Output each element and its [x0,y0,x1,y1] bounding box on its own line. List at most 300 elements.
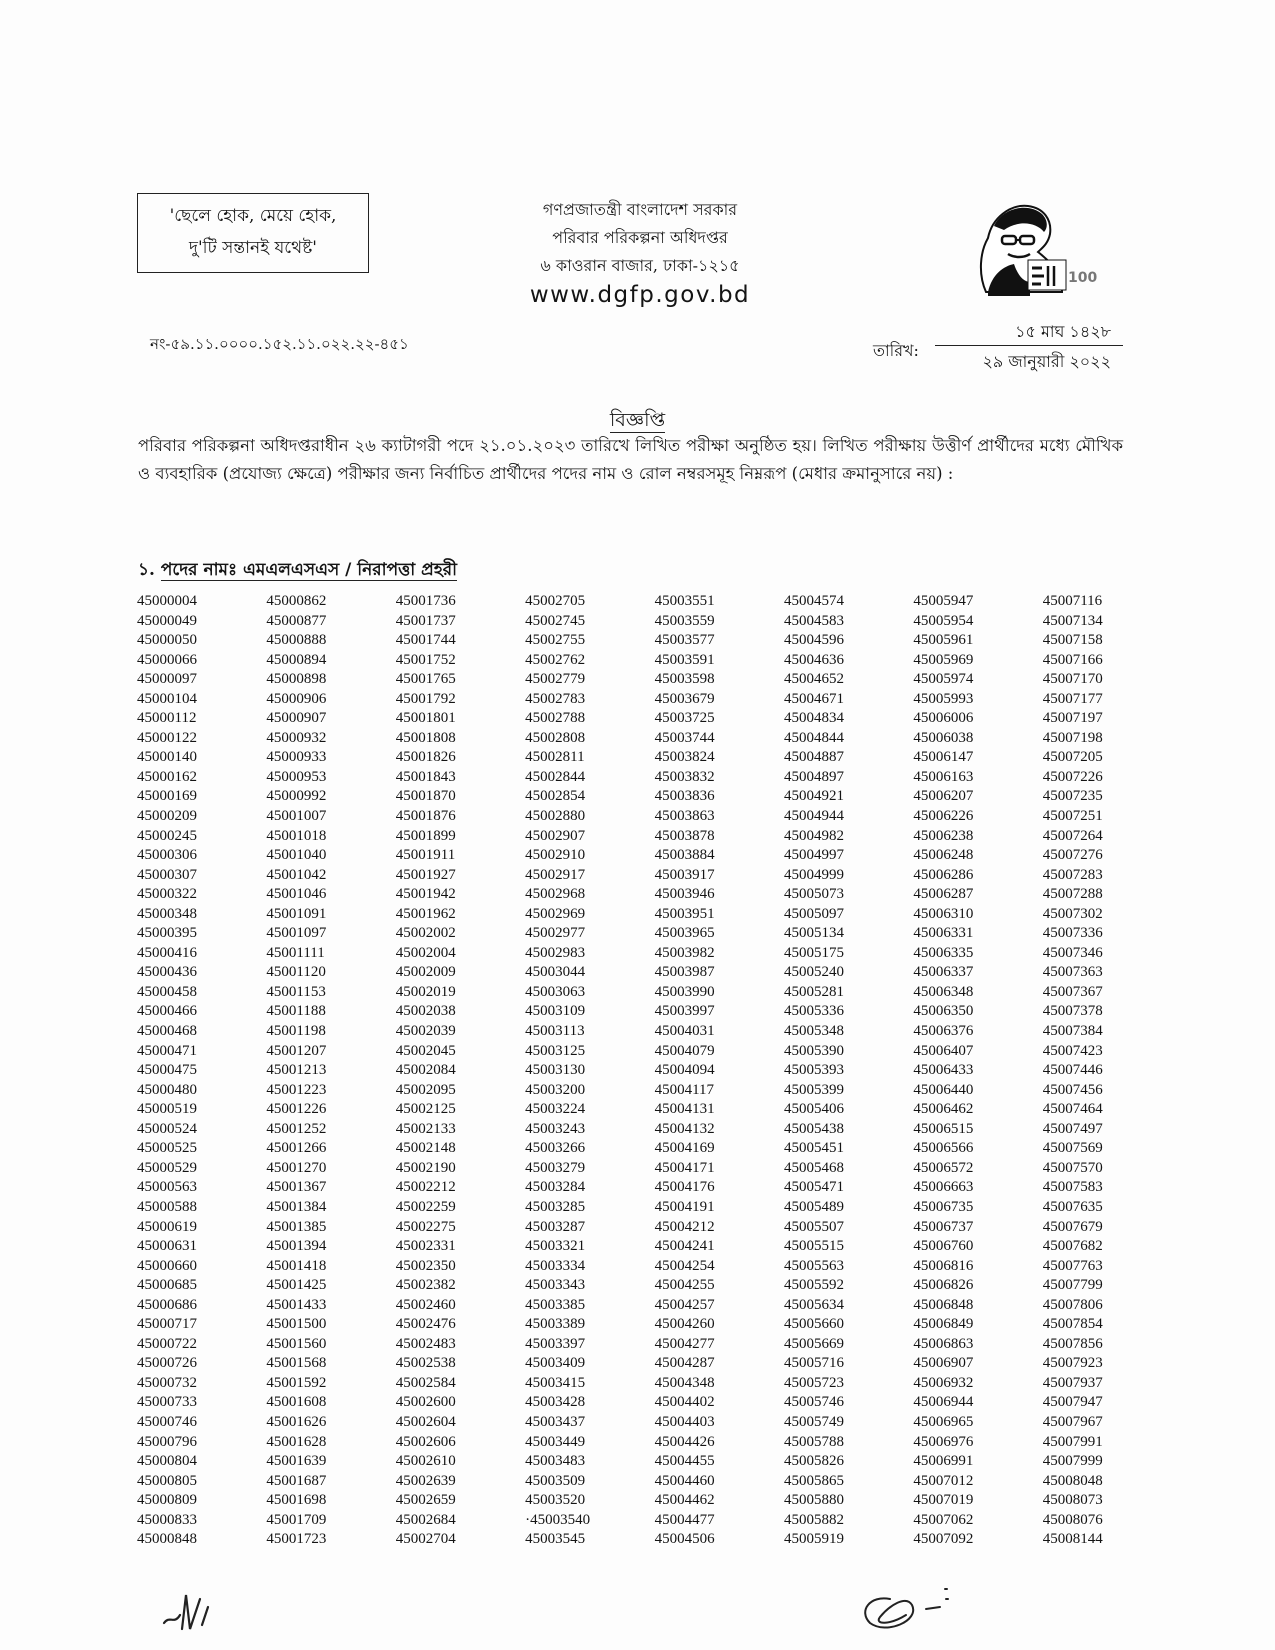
roll-number: 45000733 [137,1394,197,1411]
slogan-line-2: দু'টি সন্তানই যথেষ্ট' [189,238,317,258]
roll-number: 45001608 [266,1394,327,1411]
roll-number: 45002783 [525,690,586,707]
roll-number-grid [137,592,1172,1550]
roll-number: 45005515 [783,1238,844,1255]
roll-number: 45005947 [913,593,974,609]
roll-number: 45005240 [783,964,844,981]
roll-number: 45002977 [525,925,586,942]
roll-number: 45004287 [654,1355,715,1372]
roll-number: 45007363 [1042,964,1103,981]
roll-number: 45007682 [1042,1238,1103,1255]
roll-number: 45001792 [395,690,456,707]
roll-number: 45000458 [137,983,197,1000]
roll-number: 45005954 [913,612,974,629]
roll-number: 45000049 [137,612,197,629]
roll-number: 45000809 [137,1492,197,1509]
roll-number: 45007288 [1042,886,1103,903]
roll-number: 45007367 [1042,983,1103,1000]
date-label: তারিখ: [873,341,919,360]
roll-number: 45005471 [783,1179,844,1196]
roll-number: 45005746 [783,1394,844,1411]
roll-number: 45001153 [266,983,326,1000]
roll-number: 45005468 [783,1159,844,1176]
roll-number: 45007062 [913,1511,974,1528]
roll-number: 45000004 [137,593,197,609]
roll-number: 45000122 [137,729,197,746]
roll-number: 45000877 [266,612,327,629]
roll-number: 45000140 [137,749,197,766]
roll-number: 45000894 [266,651,327,668]
roll-number: 45001927 [395,866,456,883]
roll-number: 45003321 [525,1238,586,1255]
roll-number: 45001046 [266,886,327,903]
roll-number: 45000563 [137,1179,197,1196]
roll-number: 45002382 [395,1277,456,1294]
roll-number: 45006433 [913,1062,974,1079]
roll-number: 45004176 [654,1179,715,1196]
roll-number: 45003990 [654,983,715,1000]
roll-number: 45003287 [525,1218,586,1235]
roll-number: 45002460 [395,1296,456,1313]
roll-number: 45002212 [395,1179,456,1196]
roll-number: 45001752 [395,651,456,668]
roll-number: 45006663 [913,1179,974,1196]
roll-number: 45002907 [525,827,586,844]
roll-number: 45004462 [654,1492,715,1509]
roll-number: 45001120 [266,964,326,981]
roll-number: 45001385 [266,1218,327,1235]
roll-number: 45002476 [395,1316,456,1333]
roll-number: 45004999 [783,866,844,883]
roll-number: 45003832 [654,768,715,785]
roll-number: 45003884 [654,847,715,864]
department-name: পরিবার পরিকল্পনা অধিদপ্তর [552,228,728,247]
roll-number: 45002969 [525,905,586,922]
roll-number: 45006310 [913,905,974,922]
roll-number: 45002019 [395,983,456,1000]
roll-number: 45001213 [266,1062,327,1079]
roll-number: 45002002 [395,925,456,942]
roll-number: 45000519 [137,1101,197,1118]
roll-number: 45007635 [1042,1198,1103,1215]
roll-number: 45004241 [654,1238,715,1255]
roll-number: 45001433 [266,1296,327,1313]
roll-number: ·45003540 [525,1511,591,1528]
roll-number: 45001843 [395,768,456,785]
roll-number: 45006226 [913,808,974,825]
roll-number: 45000732 [137,1374,197,1391]
roll-number: 45008073 [1042,1492,1103,1509]
roll-number: 45007198 [1042,729,1103,746]
roll-number: 45006826 [913,1277,974,1294]
roll-number: 45003130 [525,1062,586,1079]
roll-number: 45000169 [137,788,197,805]
roll-number: 45001418 [266,1257,327,1274]
roll-number: 45004254 [654,1257,715,1274]
roll-number: 45006337 [913,964,974,981]
roll-number: 45001097 [266,925,327,942]
roll-number: 45006331 [913,925,974,942]
roll-number: 45004277 [654,1335,715,1352]
roll-number: 45000906 [266,690,327,707]
roll-number: 45006238 [913,827,974,844]
roll-number: 45001736 [395,593,456,609]
roll-number: 45005993 [913,690,974,707]
roll-number: 45005563 [783,1257,844,1274]
roll-number: 45007177 [1042,690,1103,707]
roll-number: 45007264 [1042,827,1103,844]
roll-number: 45000050 [137,632,197,649]
roll-number: 45004897 [783,768,844,785]
roll-number: 45002705 [525,593,586,609]
roll-number: 45000619 [137,1218,197,1235]
roll-number: 45003982 [654,944,715,961]
roll-number: 45004671 [783,690,844,707]
roll-number: 45006515 [913,1120,974,1137]
roll-number: 45000588 [137,1198,197,1215]
roll-number: 45003559 [654,612,715,629]
roll-number: 45007346 [1042,944,1103,961]
roll-number: 45000066 [137,651,197,668]
roll-number: 45000466 [137,1003,197,1020]
roll-number: 45006207 [913,788,974,805]
roll-number: 45004403 [654,1413,715,1430]
roll-number: 45001223 [266,1081,327,1098]
roll-number: 45007569 [1042,1140,1103,1157]
roll-number: 45004583 [783,612,844,629]
roll-number: 45006816 [913,1257,974,1274]
roll-number: 45006572 [913,1159,974,1176]
roll-number: 45004169 [654,1140,715,1157]
roll-number: 45000717 [137,1316,197,1333]
roll-number: 45000888 [266,632,327,649]
signature-right [850,1565,970,1635]
roll-number: 45007170 [1042,671,1103,688]
roll-number: 45002610 [395,1453,456,1470]
roll-number: 45003243 [525,1120,586,1137]
post-name: পদের নামঃ এমএলএসএস / নিরাপত্তা প্রহরী [160,560,457,580]
roll-number: 45006248 [913,847,974,864]
roll-number: 45002004 [395,944,456,961]
roll-number: 45005882 [783,1511,844,1528]
roll-number: 45007378 [1042,1003,1103,1020]
roll-number: 45006944 [913,1394,974,1411]
roll-number: 45002190 [395,1159,456,1176]
roll-number: 45004260 [654,1316,715,1333]
roll-number: 45001042 [266,866,327,883]
roll-number: 45006462 [913,1101,974,1118]
roll-number: 45005348 [783,1023,844,1040]
website-url: www.dgfp.gov.bd [529,282,751,308]
roll-number: 45002788 [525,710,586,727]
roll-number: 45007799 [1042,1277,1103,1294]
roll-number: 45005281 [783,983,844,1000]
roll-number: 45000953 [266,768,327,785]
roll-number: 45006163 [913,768,974,785]
roll-number: 45006006 [913,710,974,727]
roll-number: 45002604 [395,1413,456,1430]
roll-number: 45007158 [1042,632,1103,649]
roll-number: 45002745 [525,612,586,629]
roll-number: 45004191 [654,1198,715,1215]
roll-number: 45002125 [395,1101,456,1118]
date-gregorian: ২৯ জানুয়ারী ২০২২ [982,352,1111,371]
roll-number: 45003437 [525,1413,586,1430]
roll-number: 45002844 [525,768,586,785]
roll-number: 45006335 [913,944,974,961]
roll-number: 45001687 [266,1472,327,1489]
roll-number: 45005406 [783,1101,844,1118]
roll-number: 45003863 [654,808,715,825]
roll-number: 45000862 [266,593,327,609]
roll-number: 45001808 [395,729,456,746]
roll-number: 45001425 [266,1277,327,1294]
roll-number: 45004131 [654,1101,715,1118]
roll-number: 45005134 [783,925,844,942]
roll-number: 45002755 [525,632,586,649]
roll-number: 45001394 [266,1238,327,1255]
roll-number: 45006849 [913,1316,974,1333]
roll-number: 45003125 [525,1042,586,1059]
roll-number: 45003965 [654,925,715,942]
roll-number: 45003334 [525,1257,586,1274]
roll-number: 45005451 [783,1140,844,1157]
roll-number: 45000395 [137,925,197,942]
roll-number: 45000416 [137,944,197,961]
roll-number: 45005399 [783,1081,844,1098]
roll-number: 45001870 [395,788,456,805]
roll-number: 45000726 [137,1355,197,1372]
roll-number: 45003483 [525,1453,586,1470]
roll-number: 45003397 [525,1335,586,1352]
roll-number: 45008048 [1042,1472,1103,1489]
roll-number: 45003224 [525,1101,586,1118]
roll-number: 45007456 [1042,1081,1103,1098]
roll-number: 45005723 [783,1374,844,1391]
roll-number: 45004079 [654,1042,715,1059]
roll-number: 45007991 [1042,1433,1103,1450]
roll-number: 45000524 [137,1120,197,1137]
roll-number: 45004982 [783,827,844,844]
roll-number: 45001723 [266,1531,327,1548]
roll-number: 45004652 [783,671,844,688]
roll-number: 45007464 [1042,1101,1103,1118]
roll-number: 45000245 [137,827,197,844]
roll-number: 45002606 [395,1433,456,1450]
roll-number: 45001252 [266,1120,327,1137]
roll-number: 45005974 [913,671,974,688]
roll-number: 45007302 [1042,905,1103,922]
roll-number: 45002039 [395,1023,456,1040]
roll-number: 45003285 [525,1198,586,1215]
roll-number: 45006287 [913,886,974,903]
roll-number: 45007679 [1042,1218,1103,1235]
roll-number: 45003415 [525,1374,586,1391]
roll-number: 45001899 [395,827,456,844]
roll-number: 45005336 [783,1003,844,1020]
roll-number: 45002684 [395,1511,456,1528]
roll-number: 45003997 [654,1003,715,1020]
roll-number: 45003449 [525,1433,586,1450]
roll-number: 45001367 [266,1179,327,1196]
roll-number: 45003389 [525,1316,586,1333]
roll-number: 45001801 [395,710,456,727]
roll-number: 45006735 [913,1198,974,1215]
roll-number: 45000529 [137,1159,197,1176]
roll-number: 45001876 [395,808,456,825]
roll-number: 45004844 [783,729,844,746]
roll-number: 45003044 [525,964,586,981]
roll-number: 45000525 [137,1140,197,1157]
notice-body: পরিবার পরিকল্পনা অধিদপ্তরাধীন ২৬ ক্যাটাগরী পদে ২১.০১.২০২৩ তারিখে লিখিত পরীক্ষা অনুষ্ঠিত হয়। লিখিত পরীক্ষায় উত্তীর্ণ প্রার্থীদের মধ্যে মৌখিক ও ব্যবহারিক (প্রযোজ্য ক্ষেত্রে) পরীক্ষার জন্য নির্বাচিত প্রার্থীদের পদের নাম ও রোল নম্বরসমূহ নিম্নরূপ (মেধার ক্রমানুসারে নয়) : [138,436,1123,483]
roll-number: 45007570 [1042,1159,1103,1176]
roll-number: 45000804 [137,1453,197,1470]
roll-number: 45000162 [137,768,197,785]
date-bangla: ১৫ মাঘ ১৪২৮ [1015,322,1111,341]
roll-number: 45005969 [913,651,974,668]
roll-number: 45005390 [783,1042,844,1059]
roll-number: 45000104 [137,690,197,707]
roll-number: 45007583 [1042,1179,1103,1196]
roll-number: 45000209 [137,808,197,825]
roll-number: 45000833 [137,1511,197,1528]
roll-number: 45006760 [913,1238,974,1255]
roll-number: 45003509 [525,1472,586,1489]
post-heading [138,557,457,585]
roll-number: 45001592 [266,1374,327,1391]
roll-number: 45003409 [525,1355,586,1372]
roll-number: 45002811 [525,749,585,766]
roll-number: 45006976 [913,1433,974,1450]
roll-number: 45001266 [266,1140,327,1157]
roll-number: 45007947 [1042,1394,1103,1411]
roll-number: 45002538 [395,1355,456,1372]
notice-title: বিজ্ঞপ্তি [609,409,666,431]
roll-number: 45007937 [1042,1374,1103,1391]
roll-number: 45007497 [1042,1120,1103,1137]
roll-number: 45004255 [654,1277,715,1294]
roll-number: 45001744 [395,632,456,649]
roll-number: 45001207 [266,1042,327,1059]
roll-number: 45002084 [395,1062,456,1079]
roll-number: 45006991 [913,1453,974,1470]
roll-number: 45005669 [783,1335,844,1352]
roll-number: 45002659 [395,1492,456,1509]
mujib-100-emblem-icon [958,196,1098,306]
roll-number: 45001765 [395,671,456,688]
roll-number: 45004402 [654,1394,715,1411]
roll-number: 45000436 [137,964,197,981]
roll-number: 45003284 [525,1179,586,1196]
roll-number: 45007423 [1042,1042,1103,1059]
roll-number: 45006350 [913,1003,974,1020]
roll-number: 45002704 [395,1531,456,1548]
roll-number: 45002808 [525,729,586,746]
roll-number: 45000685 [137,1277,197,1294]
roll-number: 45006932 [913,1374,974,1391]
roll-number: 45004636 [783,651,844,668]
government-header [440,196,840,309]
roll-number: 45005961 [913,632,974,649]
roll-number: 45003917 [654,866,715,883]
roll-number: 45001942 [395,886,456,903]
roll-number: 45004257 [654,1296,715,1313]
roll-number: 45001709 [266,1511,327,1528]
roll-number: 45000686 [137,1296,197,1313]
memo-number: নং-৫৯.১১.০০০০.১৫২.১১.০২২.২২-৪৫১ [150,335,409,353]
roll-number: 45001698 [266,1492,327,1509]
roll-number: 45004921 [783,788,844,805]
roll-number: 45002038 [395,1003,456,1020]
roll-number: 45007336 [1042,925,1103,942]
roll-number: 45006376 [913,1023,974,1040]
roll-number: 45000322 [137,886,197,903]
roll-number: 45002917 [525,866,586,883]
roll-number: 45004574 [783,593,844,609]
roll-number: 45001007 [266,808,327,825]
roll-number: 45002584 [395,1374,456,1391]
roll-number: 45007999 [1042,1453,1103,1470]
roll-number: 45005507 [783,1218,844,1235]
roll-number: 45007763 [1042,1257,1103,1274]
roll-number: 45000307 [137,866,197,883]
roll-number: 45003744 [654,729,715,746]
roll-number: 45004596 [783,632,844,649]
roll-number: 45002259 [395,1198,456,1215]
roll-number: 45000746 [137,1413,197,1430]
roll-number: 45000480 [137,1081,197,1098]
slogan-line-1: 'ছেলে হোক, মেয়ে হোক, [169,206,337,226]
roll-number: 45007092 [913,1531,974,1548]
roll-number: 45000805 [137,1472,197,1489]
roll-number: 45003063 [525,983,586,1000]
roll-number: 45002148 [395,1140,456,1157]
roll-number: 45002600 [395,1394,456,1411]
roll-number: 45001628 [266,1433,327,1450]
post-number: ১. [138,560,161,580]
roll-number: 45002350 [395,1257,456,1274]
roll-number: 45004132 [654,1120,715,1137]
roll-number: 45003824 [654,749,715,766]
roll-number: 45001639 [266,1453,327,1470]
roll-number: 45005716 [783,1355,844,1372]
roll-number: 45005788 [783,1433,844,1450]
roll-number: 45001040 [266,847,327,864]
roll-number: 45002275 [395,1218,456,1235]
roll-number: 45005393 [783,1062,844,1079]
roll-number: 45003878 [654,827,715,844]
roll-number: 45008076 [1042,1511,1103,1528]
roll-number: 45001737 [395,612,456,629]
roll-number: 45006038 [913,729,974,746]
roll-number: 45007197 [1042,710,1103,727]
roll-number: 45005919 [783,1531,844,1548]
roll-number: 45001568 [266,1355,327,1372]
roll-number: 45007806 [1042,1296,1103,1313]
roll-number: 45001198 [266,1023,326,1040]
roll-number: 45002009 [395,964,456,981]
roll-number: 45000722 [137,1335,197,1352]
roll-number: 45000907 [266,710,327,727]
roll-number: 45007856 [1042,1335,1103,1352]
roll-number: 45007384 [1042,1023,1103,1040]
roll-number: 45005097 [783,905,844,922]
roll-number: 45004426 [654,1433,715,1450]
roll-number: 45007446 [1042,1062,1103,1079]
roll-number: 45007205 [1042,749,1103,766]
roll-number: 45000348 [137,905,197,922]
roll-number: 45001911 [395,847,456,864]
